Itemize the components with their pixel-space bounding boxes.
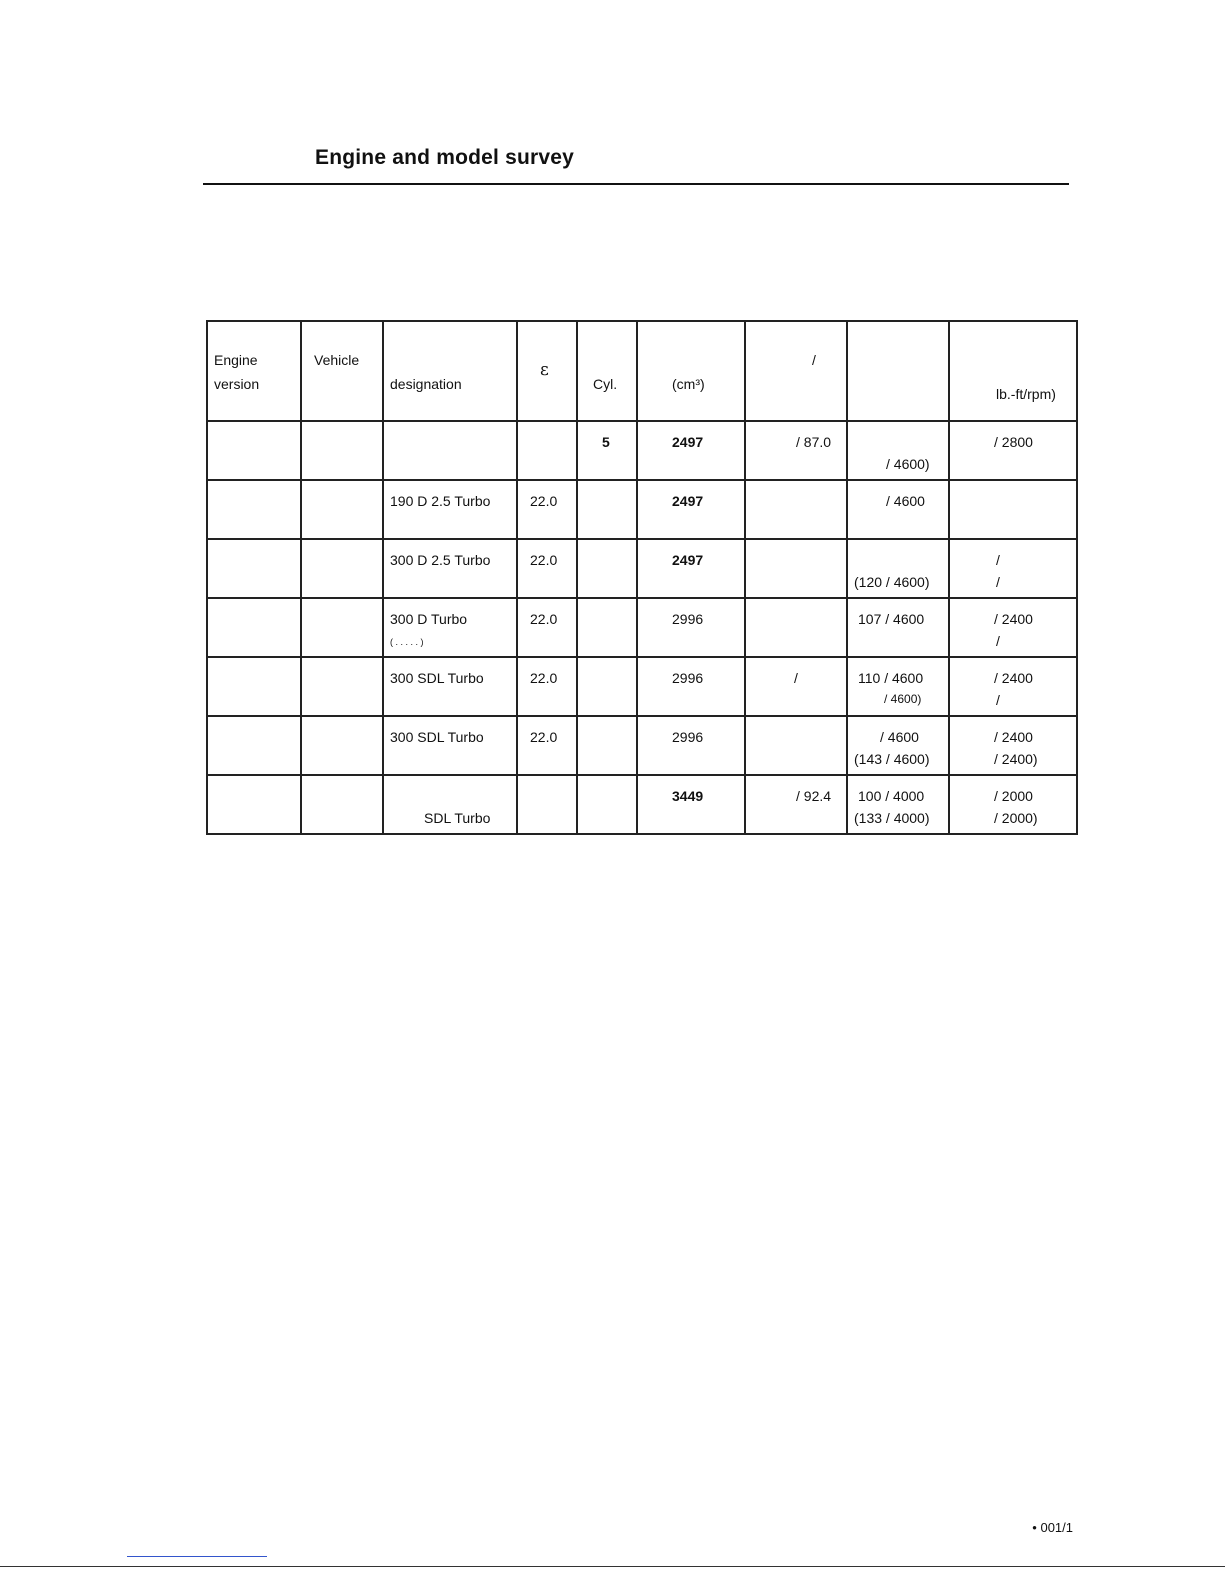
bore-stroke-value: / 87.0 bbox=[796, 434, 832, 450]
compression-value: 22.0 bbox=[530, 611, 558, 627]
cell-vehicle bbox=[301, 539, 383, 598]
cell-displacement bbox=[637, 421, 745, 480]
power-line1: / 4600 bbox=[886, 493, 925, 509]
cell-designation bbox=[383, 480, 517, 539]
cell-vehicle bbox=[301, 598, 383, 657]
header-engine-version bbox=[207, 321, 301, 421]
title-rule bbox=[203, 183, 1069, 185]
header-epsilon-label: ε bbox=[540, 360, 549, 380]
designation-line2: SDL Turbo bbox=[424, 810, 491, 826]
engine-model-table bbox=[206, 320, 1078, 835]
cell-vehicle bbox=[301, 480, 383, 539]
cell-vehicle bbox=[301, 775, 383, 834]
compression-value: 22.0 bbox=[530, 552, 558, 568]
cell-bore-stroke bbox=[745, 775, 847, 834]
cell-cyl bbox=[577, 480, 637, 539]
cell-designation bbox=[383, 657, 517, 716]
cell-cyl bbox=[577, 421, 637, 480]
torque-line1: / 2400 bbox=[994, 729, 1033, 745]
cell-cyl bbox=[577, 716, 637, 775]
cell-designation bbox=[383, 775, 517, 834]
cell-compression bbox=[517, 598, 577, 657]
cell-vehicle bbox=[301, 716, 383, 775]
cell-torque bbox=[949, 716, 1077, 775]
cell-engine bbox=[207, 480, 301, 539]
cell-power bbox=[847, 775, 949, 834]
displacement-value: 2497 bbox=[672, 552, 704, 568]
bottom-rule bbox=[0, 1566, 1225, 1567]
power-line2: / 4600) bbox=[886, 456, 930, 472]
torque-line1: / 2400 bbox=[994, 670, 1033, 686]
torque-line1: / 2000 bbox=[994, 788, 1033, 804]
table-row bbox=[207, 421, 1077, 480]
page-number: • 001/1 bbox=[1032, 1520, 1073, 1535]
displacement-value: 2996 bbox=[672, 611, 704, 627]
header-cyl-label: Cyl. bbox=[593, 376, 618, 392]
cell-designation bbox=[383, 421, 517, 480]
cell-compression bbox=[517, 716, 577, 775]
torque-line2: / 2400) bbox=[994, 751, 1038, 767]
header-compression bbox=[517, 321, 577, 421]
header-designation bbox=[383, 321, 517, 421]
cell-engine bbox=[207, 598, 301, 657]
cell-engine bbox=[207, 716, 301, 775]
cell-displacement bbox=[637, 598, 745, 657]
cell-compression bbox=[517, 539, 577, 598]
cell-torque bbox=[949, 598, 1077, 657]
designation-line2: ( . . . . . ) bbox=[390, 637, 424, 647]
cell-displacement bbox=[637, 657, 745, 716]
table-row bbox=[207, 716, 1077, 775]
displacement-value: 2996 bbox=[672, 729, 704, 745]
compression-value: 22.0 bbox=[530, 670, 558, 686]
cell-torque bbox=[949, 539, 1077, 598]
displacement-value: 3449 bbox=[672, 788, 704, 804]
designation-line1: 300 SDL Turbo bbox=[390, 729, 484, 745]
table-row bbox=[207, 480, 1077, 539]
header-version-label: version bbox=[214, 376, 260, 392]
designation-line1: 190 D 2.5 Turbo bbox=[390, 493, 491, 509]
cell-compression bbox=[517, 421, 577, 480]
bore-stroke-value: / 92.4 bbox=[796, 788, 832, 804]
compression-value: 22.0 bbox=[530, 493, 558, 509]
cell-displacement bbox=[637, 480, 745, 539]
cell-bore-stroke bbox=[745, 480, 847, 539]
designation-line1: 300 D Turbo bbox=[390, 611, 468, 627]
torque-line1: / 2800 bbox=[994, 434, 1033, 450]
cell-designation bbox=[383, 539, 517, 598]
power-line2: (143 / 4600) bbox=[854, 751, 930, 767]
cell-torque bbox=[949, 657, 1077, 716]
table-row bbox=[207, 657, 1077, 716]
header-engine-label: Engine bbox=[214, 352, 258, 368]
cell-displacement bbox=[637, 716, 745, 775]
torque-line2: / 2000) bbox=[994, 810, 1038, 826]
cell-power bbox=[847, 421, 949, 480]
header-power bbox=[847, 321, 949, 421]
cell-bore-stroke bbox=[745, 598, 847, 657]
torque-line1: / bbox=[996, 552, 1000, 568]
cell-power bbox=[847, 716, 949, 775]
cell-cyl bbox=[577, 657, 637, 716]
header-bore-stroke-label: / bbox=[812, 352, 816, 368]
cell-displacement bbox=[637, 775, 745, 834]
power-line1: 107 / 4600 bbox=[858, 611, 925, 627]
header-displacement-label: (cm³) bbox=[672, 376, 705, 392]
designation-line1: 300 SDL Turbo bbox=[390, 670, 484, 686]
cell-cyl bbox=[577, 539, 637, 598]
cell-bore-stroke bbox=[745, 716, 847, 775]
header-displacement bbox=[637, 321, 745, 421]
cell-power bbox=[847, 657, 949, 716]
table-row bbox=[207, 775, 1077, 834]
torque-line2: / bbox=[996, 692, 1000, 708]
cell-bore-stroke bbox=[745, 657, 847, 716]
cell-power bbox=[847, 480, 949, 539]
header-designation-label: designation bbox=[390, 376, 462, 392]
cell-engine bbox=[207, 421, 301, 480]
power-line2: (120 / 4600) bbox=[854, 574, 930, 590]
cell-power bbox=[847, 598, 949, 657]
power-line1: / 4600 bbox=[880, 729, 919, 745]
table-header-row bbox=[207, 321, 1077, 421]
displacement-value: 2497 bbox=[672, 493, 704, 509]
displacement-value: 2996 bbox=[672, 670, 704, 686]
compression-value: 22.0 bbox=[530, 729, 558, 745]
cell-vehicle bbox=[301, 421, 383, 480]
header-torque bbox=[949, 321, 1077, 421]
cell-compression bbox=[517, 775, 577, 834]
power-line1: 110 / 4600 bbox=[858, 670, 924, 686]
displacement-value: 2497 bbox=[672, 434, 704, 450]
cell-cyl bbox=[577, 775, 637, 834]
cell-bore-stroke bbox=[745, 421, 847, 480]
cell-torque bbox=[949, 775, 1077, 834]
header-vehicle-label: Vehicle bbox=[314, 352, 360, 368]
header-torque-label: lb.-ft/rpm) bbox=[996, 386, 1056, 402]
cell-torque bbox=[949, 421, 1077, 480]
torque-line1: / 2400 bbox=[994, 611, 1033, 627]
torque-line2: / bbox=[996, 633, 1000, 649]
power-line1: 100 / 4000 bbox=[858, 788, 925, 804]
header-bore-stroke bbox=[745, 321, 847, 421]
cell-designation bbox=[383, 598, 517, 657]
header-vehicle bbox=[301, 321, 383, 421]
cell-engine bbox=[207, 775, 301, 834]
cell-torque bbox=[949, 480, 1077, 539]
table-row bbox=[207, 598, 1077, 657]
power-line2: / 4600) bbox=[884, 692, 922, 706]
cell-vehicle bbox=[301, 657, 383, 716]
cell-cyl bbox=[577, 598, 637, 657]
cell-bore-stroke bbox=[745, 539, 847, 598]
cell-displacement bbox=[637, 539, 745, 598]
cell-power bbox=[847, 539, 949, 598]
designation-line1: 300 D 2.5 Turbo bbox=[390, 552, 491, 568]
bore-stroke-value: / bbox=[794, 670, 798, 686]
cell-engine bbox=[207, 539, 301, 598]
header-cyl bbox=[577, 321, 637, 421]
cell-designation bbox=[383, 716, 517, 775]
cell-compression bbox=[517, 480, 577, 539]
cell-engine bbox=[207, 657, 301, 716]
power-line2: (133 / 4000) bbox=[854, 810, 930, 826]
page-title: Engine and model survey bbox=[315, 146, 574, 169]
cyl-value: 5 bbox=[602, 434, 610, 450]
table-row bbox=[207, 539, 1077, 598]
bottom-link-underline bbox=[127, 1556, 267, 1557]
cell-compression bbox=[517, 657, 577, 716]
torque-line2: / bbox=[996, 574, 1000, 590]
